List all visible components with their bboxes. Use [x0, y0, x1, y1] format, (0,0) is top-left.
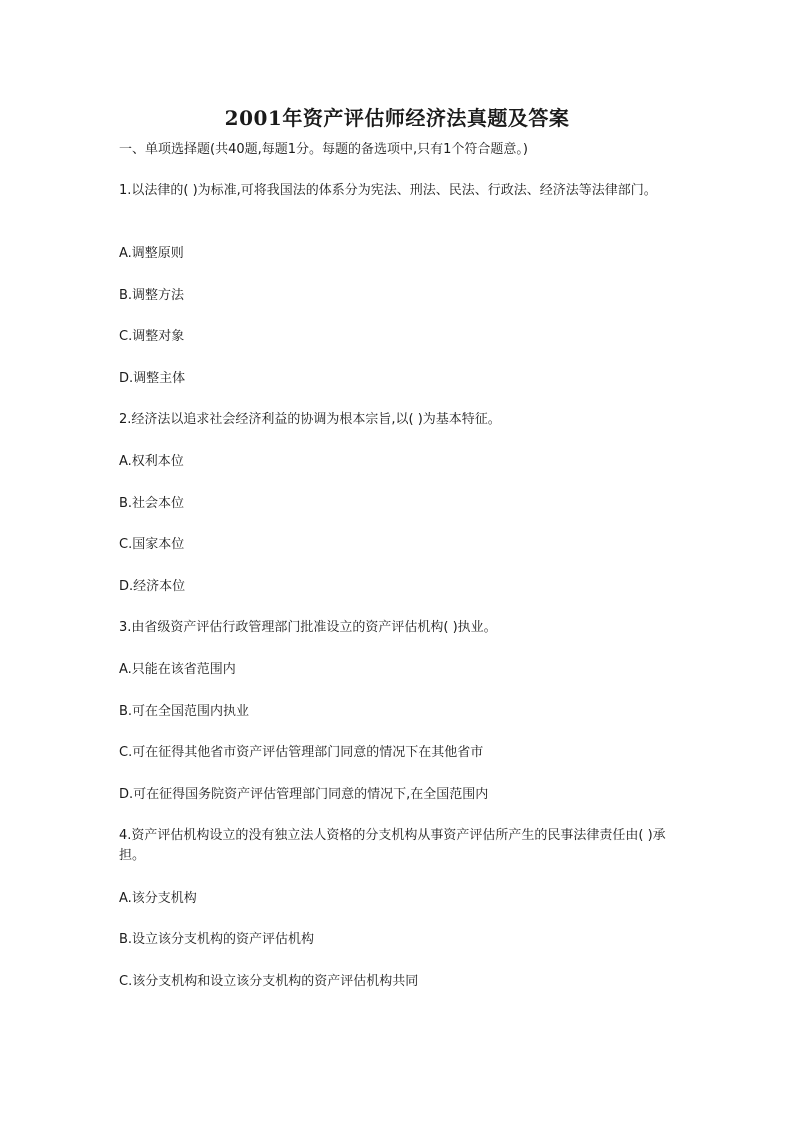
- question-3-option-a: A.只能在该省范围内: [119, 662, 236, 677]
- question-3-stem: 3.由省级资产评估行政管理部门批准设立的资产评估机构( )执业。: [119, 620, 497, 635]
- question-2-option-d: D.经济本位: [119, 579, 186, 594]
- question-1-stem: 1.以法律的( )为标准,可将我国法的体系分为宪法、刑法、民法、行政法、经济法等法律部门。: [119, 183, 657, 198]
- document-title: 2001年资产评估师经济法真题及答案: [224, 106, 570, 130]
- question-2-option-b: B.社会本位: [119, 496, 185, 511]
- question-4-option-b: B.设立该分支机构的资产评估机构: [119, 932, 315, 947]
- question-3-option-c: C.可在征得其他省市资产评估管理部门同意的情况下在其他省市: [119, 745, 484, 760]
- section-heading: 一、单项选择题(共40题,每题1分。每题的备选项中,只有1个符合题意。): [119, 142, 528, 157]
- question-1-option-b: B.调整方法: [119, 288, 185, 303]
- question-4-option-c: C.该分支机构和设立该分支机构的资产评估机构共同: [119, 974, 419, 989]
- question-3-option-b: B.可在全国范围内执业: [119, 704, 250, 719]
- question-1-option-d: D.调整主体: [119, 371, 186, 386]
- question-4-stem: 4.资产评估机构设立的没有独立法人资格的分支机构从事资产评估所产生的民事法律责任由( )承担。: [119, 828, 666, 863]
- question-2-option-a: A.权利本位: [119, 454, 184, 469]
- question-2-stem: 2.经济法以追求社会经济利益的协调为根本宗旨,以( )为基本特征。: [119, 412, 501, 427]
- question-4-option-a: A.该分支机构: [119, 891, 197, 906]
- question-1-option-a: A.调整原则: [119, 246, 184, 261]
- question-3-option-d: D.可在征得国务院资产评估管理部门同意的情况下,在全国范围内: [119, 787, 489, 802]
- question-2-option-c: C.国家本位: [119, 537, 185, 552]
- question-1-option-c: C.调整对象: [119, 329, 185, 344]
